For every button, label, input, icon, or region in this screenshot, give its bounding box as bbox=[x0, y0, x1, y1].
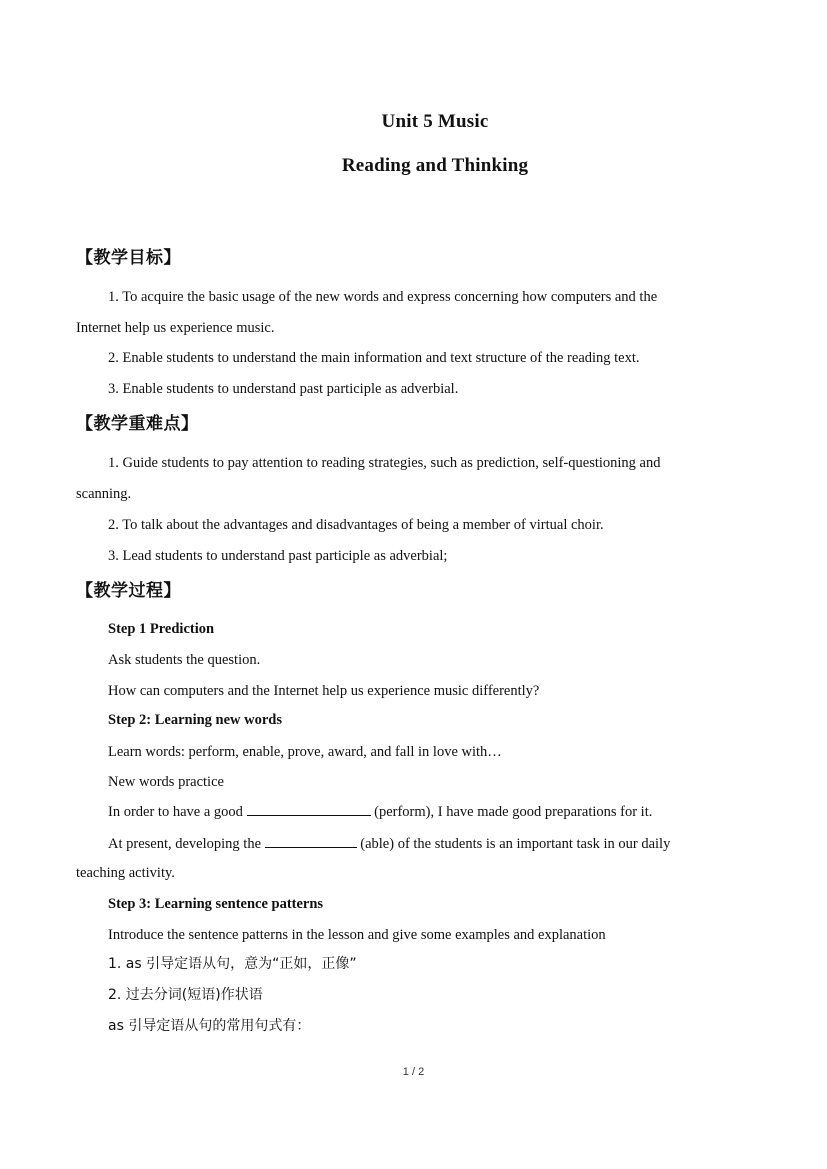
objective-3: 3. Enable students to understand past participle as adverbial. bbox=[108, 381, 459, 397]
exercise-2-line-2: teaching activity. bbox=[76, 865, 175, 881]
objective-1-line-2: Internet help us experience music. bbox=[76, 320, 275, 336]
step-2-title: Step 2: Learning new words bbox=[108, 712, 283, 728]
pattern-point-1: 1. as 引导定语从句，意为“正如，正像” bbox=[108, 956, 357, 972]
doc-subtitle: Reading and Thinking bbox=[341, 155, 529, 176]
exercise-1-before: In order to have a good bbox=[108, 804, 247, 820]
exercise-2-before: At present, developing the bbox=[108, 836, 265, 852]
section-heading-process: 【教学过程】 bbox=[76, 581, 181, 601]
exercise-2-line-1 bbox=[108, 835, 670, 853]
exercise-2-blank[interactable] bbox=[265, 835, 357, 848]
key-point-1-line-2: scanning. bbox=[76, 486, 132, 502]
exercise-2-after: (able) of the students is an important task in our daily bbox=[356, 836, 671, 852]
step-2-line-2: New words practice bbox=[108, 774, 224, 790]
key-point-3: 3. Lead students to understand past participle as adverbial; bbox=[108, 548, 448, 564]
exercise-1-blank[interactable] bbox=[247, 803, 371, 816]
pattern-point-3: as 引导定语从句的常用句式有： bbox=[108, 1018, 311, 1034]
step-1-line-1: Ask students the question. bbox=[108, 652, 261, 668]
objective-1-text: 1. To acquire the basic usage of the new words and express concerning how computers and the bbox=[108, 289, 658, 305]
page-number: 1 / 2 bbox=[402, 1066, 425, 1078]
step-1-title: Step 1 Prediction bbox=[108, 621, 215, 637]
step-1-line-2: How can computers and the Internet help us experience music differently? bbox=[108, 683, 540, 699]
step-3-line-1: Introduce the sentence patterns in the lesson and give some examples and explanation bbox=[108, 927, 606, 943]
step-2-line-1: Learn words: perform, enable, prove, award, and fall in love with… bbox=[108, 744, 502, 760]
pattern-point-2: 2. 过去分词(短语)作状语 bbox=[108, 987, 263, 1003]
step-3-title: Step 3: Learning sentence patterns bbox=[108, 896, 324, 912]
section-heading-key-points: 【教学重难点】 bbox=[76, 414, 199, 434]
key-point-1-line-1: 1. Guide students to pay attention to reading strategies, such as prediction, self-questioning and bbox=[108, 455, 661, 471]
objective-1-line-1 bbox=[76, 288, 752, 306]
key-point-2: 2. To talk about the advantages and disadvantages of being a member of virtual choir. bbox=[108, 517, 604, 533]
objective-2: 2. Enable students to understand the main information and text structure of the reading text. bbox=[108, 350, 640, 366]
exercise-1-after: (perform), I have made good preparations for it. bbox=[370, 804, 653, 820]
doc-title: Unit 5 Music bbox=[381, 111, 489, 132]
section-heading-objectives: 【教学目标】 bbox=[76, 248, 181, 268]
exercise-1 bbox=[108, 803, 652, 821]
